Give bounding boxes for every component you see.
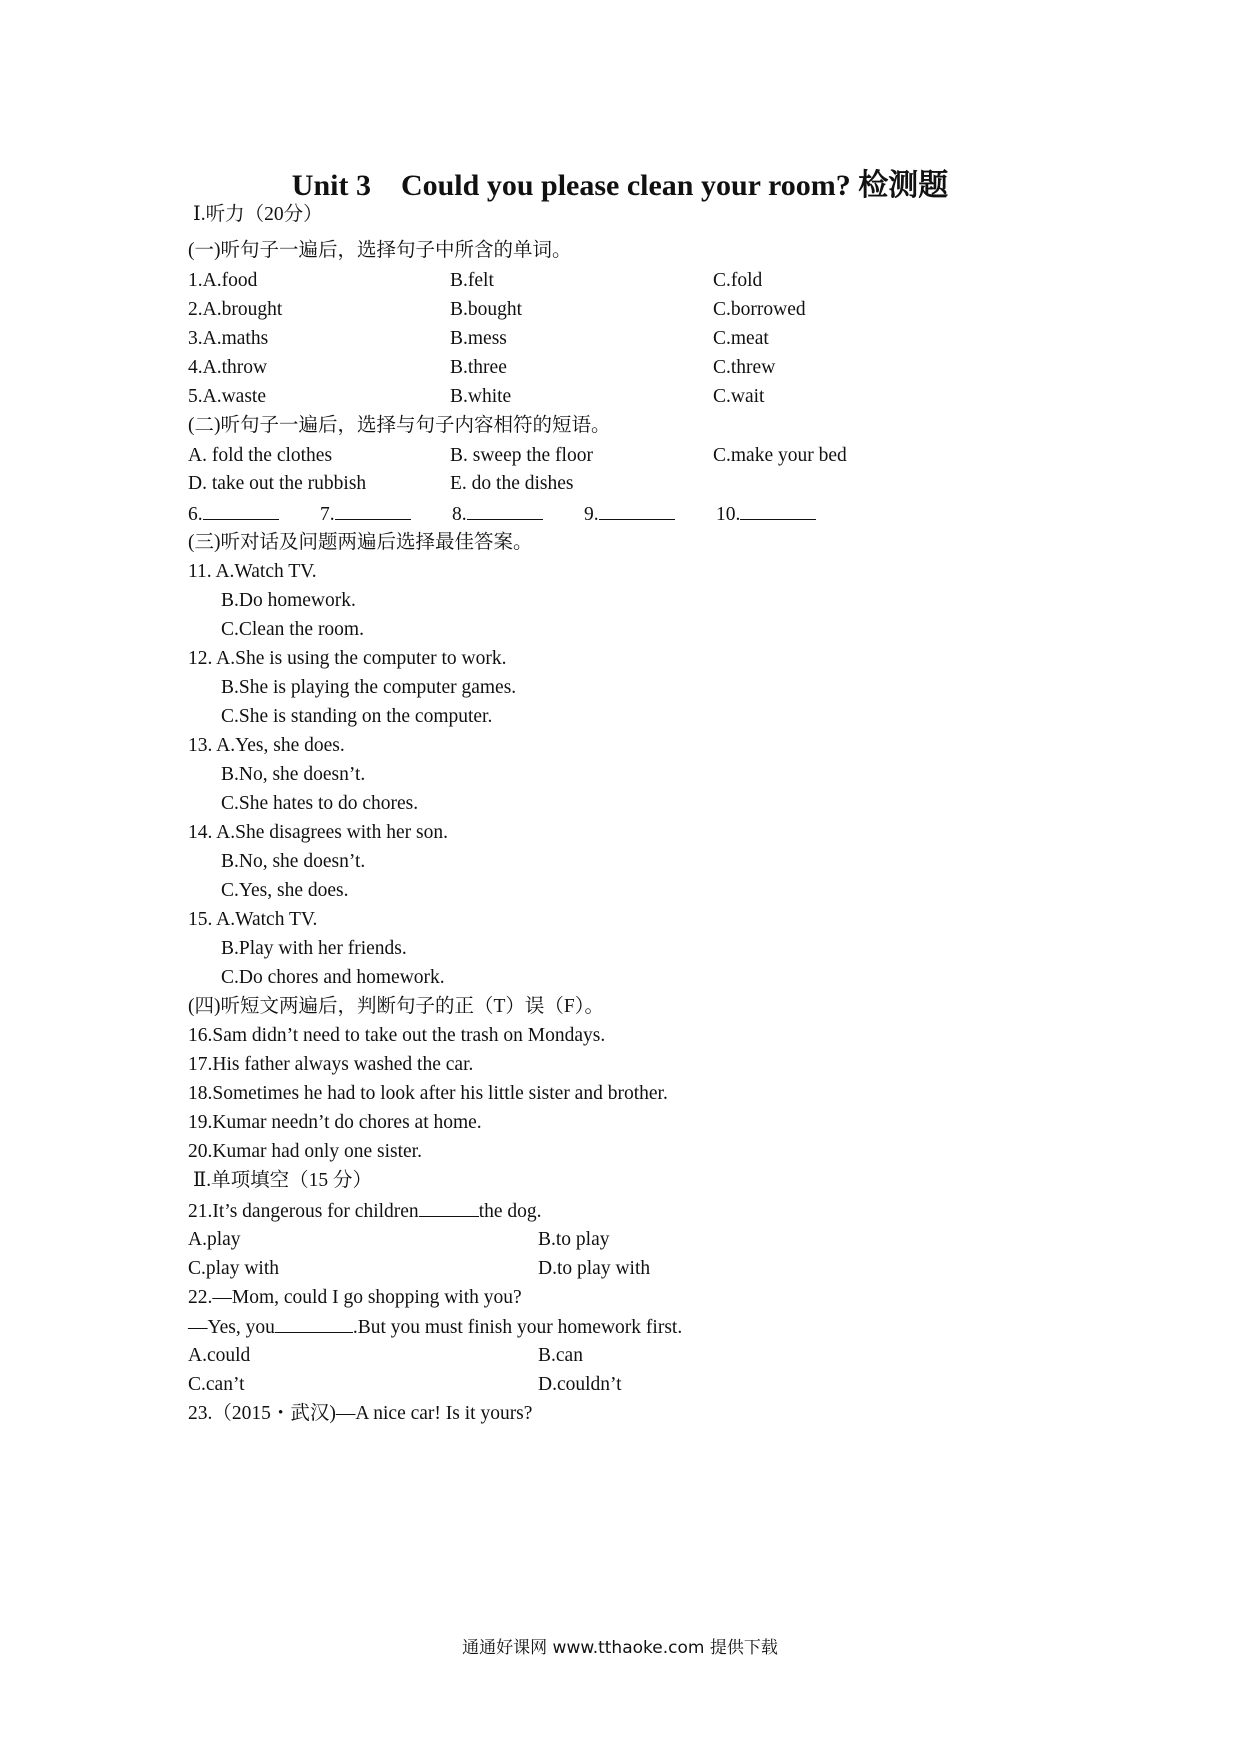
section2-heading: Ⅱ.单项填空（15 分） [193,1170,373,1191]
q15-option-c: C.Do chores and homework. [221,967,445,988]
q13-option-b: B.No, she doesn’t. [221,764,366,785]
option-c: C.threw [713,357,776,378]
option-b: B.three [450,357,507,378]
page-title: Unit 3 Could you please clean your room? 检测题 [291,169,949,202]
blank-item: 10. [716,501,856,528]
phrase-row [188,443,847,469]
option-b: B.to play [538,1229,610,1250]
option-d: D.to play with [538,1258,651,1279]
option-c: C.wait [713,386,765,407]
q21-stem: 21.It’s dangerous for children the dog. [188,1198,542,1225]
answer-blank[interactable] [599,501,675,520]
option-b: B.felt [450,270,494,291]
q22-options-row [188,1372,622,1398]
part2-heading: (二)听句子一遍后，选择与句子内容相符的短语。 [188,415,611,436]
phrase-d: D. take out the rubbish [188,473,367,494]
option-c: C.fold [713,270,763,291]
q15-option-a: 15. A.Watch TV. [188,909,318,930]
blank-item: 8. [452,501,584,528]
option-d: D.couldn’t [538,1374,622,1395]
q21-options-row [188,1227,610,1253]
option-a: 4.A.throw [188,357,268,378]
tf-statement: 20.Kumar had only one sister. [188,1141,422,1162]
q12-option-a: 12. A.She is using the computer to work. [188,648,507,669]
answer-blank[interactable] [419,1198,479,1217]
q22-line1: 22.—Mom, could I go shopping with you? [188,1287,522,1308]
q15-option-b: B.Play with her friends. [221,938,407,959]
option-a: A.play [188,1229,241,1250]
q22-options-row [188,1343,583,1369]
answer-blanks [188,501,856,528]
answer-blank[interactable] [467,501,543,520]
blank-item: 7. [320,501,452,528]
q11-option-a: 11. A.Watch TV. [188,561,317,582]
q13-option-a: 13. A.Yes, she does. [188,735,345,756]
answer-blank[interactable] [275,1314,353,1333]
answer-blank[interactable] [335,501,411,520]
option-b: B.white [450,386,512,407]
question-row [188,355,775,381]
blank-item: 6. [188,501,320,528]
option-a: 1.A.food [188,270,258,291]
tf-statement: 18.Sometimes he had to look after his little sister and brother. [188,1083,668,1104]
question-row [188,326,769,352]
option-a: 5.A.waste [188,386,266,407]
phrase-e: E. do the dishes [450,473,574,494]
page-footer: 通通好课网 www.tthaoke.com 提供下载 [462,1638,778,1658]
option-c: C.can’t [188,1374,245,1395]
q21-options-row [188,1256,650,1282]
tf-statement: 17.His father always washed the car. [188,1054,474,1075]
tf-statement: 19.Kumar needn’t do chores at home. [188,1112,482,1133]
part4-heading: (四)听短文两遍后，判断句子的正（T）误（F）。 [188,996,604,1017]
option-a: 2.A.brought [188,299,283,320]
question-row [188,268,762,294]
question-row [188,297,806,323]
q22-line2: —Yes, you .But you must finish your homework first. [188,1314,682,1341]
q12-option-b: B.She is playing the computer games. [221,677,517,698]
option-c: C.borrowed [713,299,806,320]
q14-option-c: C.Yes, she does. [221,880,349,901]
blank-item: 9. [584,501,716,528]
answer-blank[interactable] [203,501,279,520]
option-a: A.could [188,1345,251,1366]
phrase-c: C.make your bed [713,445,847,466]
part3-heading: (三)听对话及问题两遍后选择最佳答案。 [188,532,533,553]
q14-option-b: B.No, she doesn’t. [221,851,366,872]
option-c: C.play with [188,1258,279,1279]
question-row [188,384,764,410]
answer-blank[interactable] [740,501,816,520]
option-b: B.mess [450,328,507,349]
option-c: C.meat [713,328,769,349]
phrase-row [188,471,713,497]
phrase-b: B. sweep the floor [450,445,593,466]
option-b: B.can [538,1345,583,1366]
q12-option-c: C.She is standing on the computer. [221,706,493,727]
q11-option-b: B.Do homework. [221,590,356,611]
q23-stem: 23.（2015・武汉)—A nice car! Is it yours? [188,1403,533,1424]
tf-statement: 16.Sam didn’t need to take out the trash on Mondays. [188,1025,606,1046]
option-b: B.bought [450,299,523,320]
option-a: 3.A.maths [188,328,269,349]
section1-heading: Ⅰ.听力（20分） [193,204,323,225]
q14-option-a: 14. A.She disagrees with her son. [188,822,448,843]
q11-option-c: C.Clean the room. [221,619,364,640]
part1-heading: (一)听句子一遍后，选择句子中所含的单词。 [188,240,572,261]
phrase-a: A. fold the clothes [188,445,333,466]
q13-option-c: C.She hates to do chores. [221,793,419,814]
